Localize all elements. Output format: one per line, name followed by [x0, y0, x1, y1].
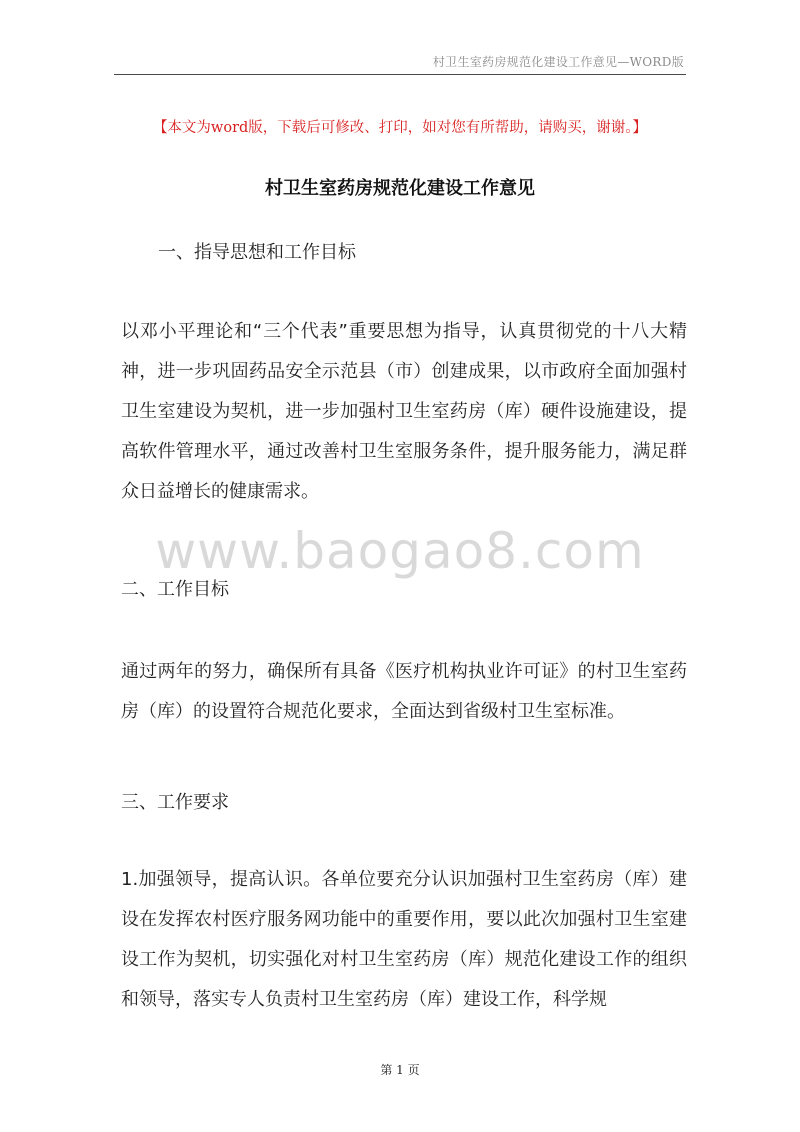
document-title: 村卫生室药房规范化建设工作意见 — [265, 178, 535, 199]
section-heading-work-requirements: 三、工作要求 — [121, 792, 229, 813]
header-divider — [114, 74, 686, 75]
watermark: www.baogao8.com — [155, 522, 645, 580]
running-header: 村卫生室药房规范化建设工作意见—WORD版 — [432, 55, 684, 69]
purchase-notice: 【本文为word版，下载后可修改、打印，如对您有所帮助，请购买，谢谢。】 — [152, 120, 648, 136]
section-heading-guiding-ideology: 一、指导思想和工作目标 — [158, 242, 356, 263]
paragraph-guiding-ideology: 以邓小平理论和“三个代表”重要思想为指导，认真贯彻党的十八大精神，进一步巩固药品安全示范县（市）创建成果，以市政府全面加强村卫生室建设为契机，进一步加强村卫生室药房（库）硬件设施建设，提高软件管理水平，通过改善村卫生室服务条件，提升服务能力，满足群众日益增长的健康需求。 — [121, 321, 687, 502]
paragraph-work-goals: 通过两年的努力，确保所有具备《医疗机构执业许可证》的村卫生室药房（库）的设置符合规范化要求，全面达到省级村卫生室标准。 — [121, 661, 687, 722]
page-number: 第 1 页 — [380, 1063, 420, 1077]
paragraph-work-requirements: 1.加强领导，提高认识。各单位要充分认识加强村卫生室药房（库）建设在发挥农村医疗服务网功能中的重要作用，要以此次加强村卫生室建设工作为契机，切实强化对村卫生室药房（库）规范化建设工作的组织和领导，落实专人负责村卫生室药房（库）建设工作，科学规 — [121, 869, 687, 1010]
section-heading-work-goals: 二、工作目标 — [121, 579, 229, 600]
